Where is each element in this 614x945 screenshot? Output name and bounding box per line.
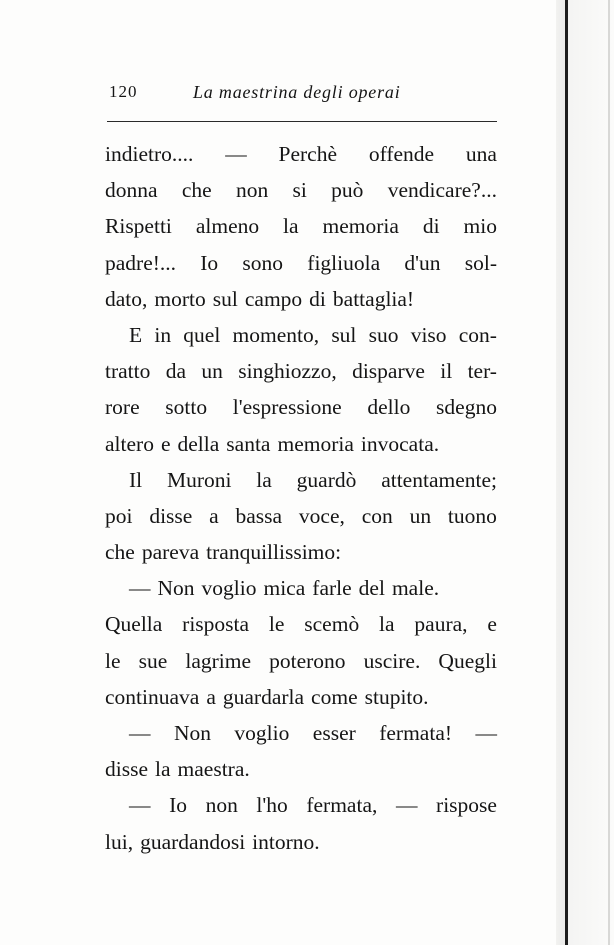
word: — [475, 721, 497, 745]
word: mio [463, 214, 497, 239]
text-line [105, 281, 497, 317]
word: — [129, 793, 151, 818]
text-line [105, 208, 497, 244]
word: poterono [269, 648, 346, 673]
word: Io [200, 250, 219, 275]
word: offende [368, 142, 435, 166]
text-line [105, 643, 497, 679]
text-line [105, 172, 497, 208]
word: un [409, 503, 432, 528]
word: lui, [105, 829, 134, 854]
text-line [105, 245, 497, 281]
word: con- [458, 322, 497, 347]
word: maestra. [177, 757, 250, 782]
word: l'ho [256, 793, 288, 818]
word: padre!... [105, 250, 177, 275]
word: viso [410, 322, 447, 347]
word: fermata! [379, 721, 453, 745]
word: un [201, 359, 223, 384]
word: Non [173, 721, 211, 745]
text-line [105, 824, 497, 860]
text-line [105, 136, 497, 172]
word: continuava [105, 684, 200, 709]
running-head [109, 82, 499, 112]
word: in [154, 322, 172, 347]
word: non [205, 793, 238, 818]
word: bassa [235, 503, 283, 528]
book-title: La maestrina degli operai [193, 82, 401, 102]
word: fermata, [306, 793, 378, 818]
word: almeno [195, 214, 260, 239]
word: stupito. [364, 684, 429, 709]
word: — [225, 142, 247, 166]
word: ter- [467, 359, 497, 384]
text-line [105, 715, 497, 751]
word: Quella [105, 612, 163, 637]
word: farle [312, 576, 352, 601]
word: sotto [165, 395, 208, 420]
word: a [209, 503, 219, 528]
word: E [129, 322, 143, 347]
word: rore [105, 395, 140, 420]
word: poi [105, 503, 133, 528]
word: scemò [304, 612, 360, 637]
word: morto [154, 286, 206, 311]
text-line [105, 751, 497, 787]
word: guardò [296, 467, 357, 492]
text-line [105, 353, 497, 389]
word: disse [105, 757, 148, 782]
text-line [105, 679, 497, 715]
word: uscire. [363, 648, 421, 673]
word: lagrime [185, 648, 252, 673]
word: memoria [322, 214, 399, 239]
word: memoria [277, 431, 354, 456]
text-line [105, 534, 497, 570]
word: — [129, 576, 151, 601]
word: singhiozzo, [238, 359, 337, 384]
word: di [422, 214, 440, 239]
word: Quegli [438, 648, 497, 673]
word: dato, [105, 286, 148, 311]
word: sol- [464, 250, 497, 275]
word: il [440, 359, 453, 384]
word: di [309, 286, 326, 311]
word: tranquillissimo: [206, 540, 342, 565]
word: Perchè [278, 142, 337, 166]
word: e [160, 431, 171, 456]
word: quel [183, 322, 221, 347]
word: intorno. [252, 829, 320, 854]
text-line [105, 606, 497, 642]
page-number: 120 [109, 82, 138, 101]
word: battaglia! [332, 286, 415, 311]
word: non [235, 178, 269, 203]
word: la [283, 214, 299, 239]
word: vendicare?... [387, 178, 497, 203]
word: che [181, 178, 212, 203]
word: come [311, 684, 358, 709]
word: a [206, 684, 216, 709]
word: sono [242, 250, 284, 275]
text-line [105, 570, 497, 606]
word: e [487, 612, 497, 637]
word: disparve [352, 359, 425, 384]
word: paura, [414, 612, 468, 637]
text-line [105, 317, 497, 353]
word: guardandosi [140, 829, 246, 854]
word: sul [331, 322, 357, 347]
text-line [105, 498, 497, 534]
word: risposta [182, 612, 250, 637]
word: sue [138, 648, 168, 673]
word: del [358, 576, 385, 601]
word: — [129, 721, 151, 745]
word: con [361, 503, 393, 528]
word: la [379, 612, 395, 637]
word: voglio [201, 576, 257, 601]
word: esser [312, 721, 356, 745]
word: che [105, 540, 135, 565]
text-line [105, 462, 497, 498]
word: Rispetti [105, 214, 172, 239]
word: sdegno [436, 395, 497, 420]
page-edge-line [565, 0, 568, 945]
word: l'espressione [232, 395, 342, 420]
word: Il [129, 467, 143, 492]
word: Muroni [166, 467, 232, 492]
word: mica [263, 576, 306, 601]
word: santa [226, 431, 271, 456]
body-text [105, 136, 497, 860]
word: donna [105, 178, 158, 203]
word: invocata. [360, 431, 440, 456]
word: della [177, 431, 220, 456]
word: dello [367, 395, 411, 420]
text-line [105, 787, 497, 823]
word: — [395, 793, 418, 818]
word: indietro.... [105, 142, 194, 166]
text-line [105, 389, 497, 425]
word: tuono [447, 503, 497, 528]
word: sul [212, 286, 238, 311]
header-rule [107, 121, 497, 122]
word: Non [157, 576, 195, 601]
word: la [155, 757, 171, 782]
word: campo [244, 286, 303, 311]
word: voce, [298, 503, 345, 528]
word: disse [149, 503, 193, 528]
word: voglio [234, 721, 290, 745]
word: suo [368, 322, 399, 347]
word: rispose [436, 793, 497, 818]
word: le [105, 648, 121, 673]
word: figliuola [307, 250, 381, 275]
word: una [465, 142, 497, 166]
word: da [165, 359, 187, 384]
word: tratto [105, 359, 151, 384]
word: d'un [404, 250, 441, 275]
word: la [256, 467, 272, 492]
word: Io [169, 793, 187, 818]
word: guardarla [222, 684, 305, 709]
text-line [105, 426, 497, 462]
word: momento, [232, 322, 320, 347]
word: male. [391, 576, 440, 601]
page-edge-shadow [608, 0, 610, 945]
word: altero [105, 431, 154, 456]
word: le [268, 612, 285, 637]
word: può [331, 178, 364, 203]
word: attentamente; [381, 467, 497, 492]
word: pareva [141, 540, 200, 565]
word: si [292, 178, 307, 203]
